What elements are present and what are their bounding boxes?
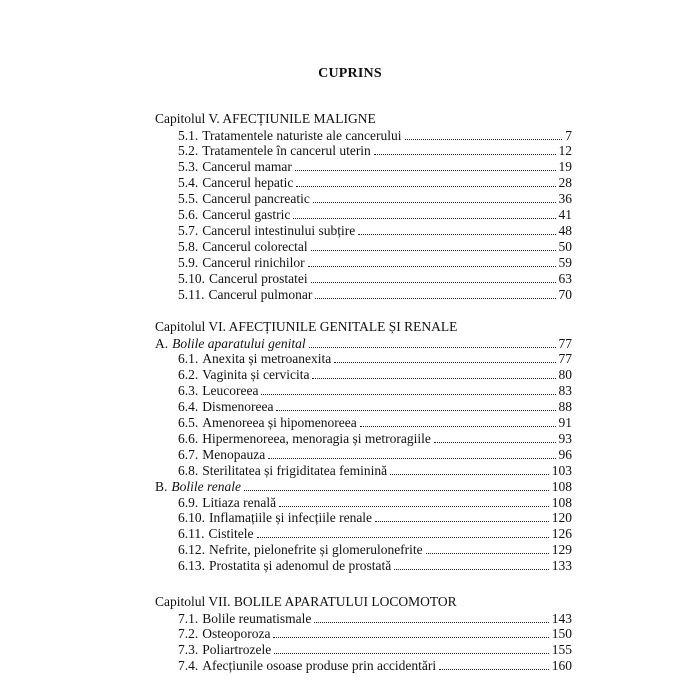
page-title: CUPRINS	[318, 66, 382, 81]
page-number: 143	[551, 610, 572, 626]
entry-number: 6.7.	[178, 446, 199, 462]
toc-entry[interactable]	[178, 495, 572, 511]
entry-number: 5.5.	[178, 191, 199, 207]
toc-entry[interactable]	[178, 271, 572, 287]
dot-leader	[390, 463, 549, 475]
dot-leader	[439, 658, 549, 670]
entry-label: Menopauza	[202, 446, 266, 462]
page-number: 63	[558, 270, 572, 286]
entry-number: B.	[155, 478, 168, 494]
entry-label: Cancerul pulmonar	[208, 286, 313, 302]
page-number: 59	[558, 254, 572, 270]
entry-number: 6.9.	[178, 494, 199, 510]
entry-label: Cancerul prostatei	[209, 270, 308, 286]
toc-entry[interactable]	[178, 399, 572, 415]
toc-entry[interactable]	[178, 542, 572, 558]
page-number: 7	[565, 127, 572, 143]
entry-label: Anexita și metroanexita	[202, 351, 332, 367]
page-number: 160	[551, 658, 572, 674]
toc-entry[interactable]	[178, 415, 572, 431]
entry-label: Tratamentele în cancerul uterin	[202, 143, 371, 159]
entry-number: 5.6.	[178, 207, 199, 222]
page-number: 91	[558, 415, 572, 430]
dot-leader	[309, 336, 556, 348]
dot-leader	[261, 383, 555, 395]
toc-entry[interactable]	[178, 642, 572, 658]
page-number: 129	[551, 542, 572, 558]
toc-entry[interactable]	[178, 207, 572, 223]
entry-number: 6.12.	[178, 542, 205, 558]
toc-entry[interactable]	[178, 287, 572, 303]
dot-leader	[273, 626, 548, 638]
toc-entry[interactable]	[178, 367, 572, 383]
entry-label: Cistitele	[208, 526, 254, 542]
entry-label: Cancerul intestinului subțire	[202, 222, 356, 238]
dot-leader	[358, 223, 555, 235]
toc-entry[interactable]	[178, 558, 572, 574]
page-number: 48	[558, 222, 572, 238]
toc-entry[interactable]	[178, 431, 572, 447]
page-number: 19	[558, 159, 572, 175]
page-number: 36	[558, 191, 572, 207]
page-number: 96	[558, 446, 572, 462]
entry-number: 6.5.	[178, 415, 199, 430]
page-number: 108	[551, 494, 572, 510]
entry-number: 6.4.	[178, 399, 199, 415]
entry-number: 5.4.	[178, 175, 199, 191]
page-number: 133	[551, 558, 572, 574]
entry-label: Vaginita și cervicita	[202, 367, 310, 383]
entry-label: Bolile reumatismale	[202, 610, 312, 626]
entry-number: 6.10.	[178, 510, 205, 526]
entry-label: Afecțiunile osoase produse prin accidentări	[202, 658, 437, 674]
entry-number: 5.9.	[178, 254, 199, 270]
dot-leader	[374, 143, 556, 155]
toc-entry[interactable]	[178, 526, 572, 542]
dot-leader	[375, 510, 549, 522]
entry-label: Cancerul gastric	[202, 207, 291, 222]
toc-entry[interactable]	[178, 510, 572, 526]
entry-number: 7.4.	[178, 658, 199, 674]
dot-leader	[315, 287, 555, 299]
toc-entry[interactable]	[178, 383, 572, 399]
toc-entry[interactable]	[178, 463, 572, 479]
entry-label: Sterilitatea și frigiditatea feminină	[202, 462, 388, 478]
dot-leader	[293, 207, 555, 219]
page-number: 155	[551, 642, 572, 658]
page-number: 77	[558, 351, 572, 367]
page-number: 120	[551, 510, 572, 526]
dot-leader	[274, 642, 549, 654]
toc-entry[interactable]	[178, 191, 572, 207]
dot-leader	[312, 367, 555, 379]
entry-label: Litiaza renală	[202, 494, 277, 510]
chapter-title[interactable]: Capitolul V. AFECȚIUNILE MALIGNE	[155, 111, 376, 126]
toc-entry[interactable]	[178, 658, 572, 674]
entry-number: 6.1.	[178, 351, 199, 367]
toc-entry[interactable]	[178, 175, 572, 191]
toc-entry[interactable]	[178, 447, 572, 463]
entry-number: 5.11.	[178, 286, 205, 302]
dot-leader	[279, 495, 549, 507]
entry-number: 6.8.	[178, 462, 199, 478]
entry-number: 6.2.	[178, 367, 199, 383]
dot-leader	[313, 191, 556, 203]
entry-label: Bolile renale	[171, 478, 241, 494]
entry-label: Osteoporoza	[202, 626, 271, 642]
entry-number: 7.3.	[178, 642, 199, 658]
entry-label: Dismenoreea	[202, 399, 274, 415]
page-number: 83	[558, 383, 572, 399]
page-number: 70	[558, 286, 572, 302]
dot-leader	[311, 271, 556, 283]
entry-label: Inflamațiile și infecțiile renale	[209, 510, 373, 526]
entry-label: Tratamentele naturiste ale cancerului	[202, 127, 402, 143]
entry-label: Poliartrozele	[202, 642, 272, 658]
dot-leader	[295, 159, 556, 171]
dot-leader	[434, 431, 556, 443]
entry-label: Cancerul pancreatic	[202, 191, 310, 207]
page-number: 12	[558, 143, 572, 159]
toc-entry[interactable]	[178, 159, 572, 175]
dot-leader	[244, 479, 549, 491]
toc-entry[interactable]	[178, 255, 572, 271]
entry-number: 6.11.	[178, 526, 205, 542]
chapter-title[interactable]: Capitolul VI. AFECȚIUNILE GENITALE ȘI RENALE	[155, 319, 458, 334]
toc-entry[interactable]	[178, 351, 572, 367]
page-number: 103	[551, 462, 572, 478]
entry-number: 5.7.	[178, 222, 199, 238]
page-number: 88	[558, 399, 572, 415]
entry-label: Cancerul hepatic	[202, 175, 294, 191]
page-number: 77	[558, 335, 572, 351]
dot-leader	[311, 239, 556, 251]
entry-number: 7.1.	[178, 610, 199, 626]
entry-label: Cancerul rinichilor	[202, 254, 305, 270]
toc-entry[interactable]	[178, 223, 572, 239]
dot-leader	[426, 542, 549, 554]
dot-leader	[276, 399, 555, 411]
entry-label: Amenoreea și hipomenoreea	[202, 415, 357, 430]
toc-section-line[interactable]	[155, 336, 572, 352]
page-number: 126	[551, 526, 572, 542]
entry-label: Leucoreea	[202, 383, 259, 399]
entry-number: 5.8.	[178, 238, 199, 254]
page-number: 28	[558, 175, 572, 191]
entry-number: 5.1.	[178, 127, 199, 143]
page-number: 50	[558, 238, 572, 254]
dot-leader	[296, 175, 555, 187]
toc-entry[interactable]	[178, 611, 572, 627]
entry-label: Prostatita și adenomul de prostată	[209, 558, 392, 574]
toc-entry[interactable]	[178, 239, 572, 255]
entry-label: Nefrite, pielonefrite și glomerulonefrite	[209, 542, 423, 558]
dot-leader	[314, 611, 548, 623]
toc-entry[interactable]	[178, 128, 572, 144]
entry-number: 6.13.	[178, 558, 205, 574]
dot-leader	[394, 558, 549, 570]
dot-leader	[405, 128, 563, 140]
dot-leader	[268, 447, 555, 459]
page-number: 150	[551, 626, 572, 642]
page-number: 80	[558, 367, 572, 383]
dot-leader	[360, 415, 556, 427]
entry-label: Cancerul mamar	[202, 159, 292, 175]
page-number: 108	[551, 478, 572, 494]
entry-number: 5.2.	[178, 143, 199, 159]
entry-label: Bolile aparatului genital	[172, 335, 306, 351]
toc-entry[interactable]	[178, 626, 572, 642]
chapter-title[interactable]: Capitolul VII. BOLILE APARATULUI LOCOMOTOR	[155, 594, 457, 609]
toc-section-line[interactable]	[155, 479, 572, 495]
entry-number: A.	[155, 335, 169, 351]
dot-leader	[334, 351, 555, 363]
page-number: 41	[558, 207, 572, 222]
dot-leader	[308, 255, 556, 267]
entry-number: 6.6.	[178, 430, 199, 446]
entry-number: 5.10.	[178, 270, 205, 286]
entry-label: Cancerul colorectal	[202, 238, 308, 254]
entry-number: 6.3.	[178, 383, 199, 399]
dot-leader	[257, 526, 549, 538]
entry-number: 5.3.	[178, 159, 199, 175]
entry-label: Hipermenoreea, menoragia și metroragiile	[202, 430, 431, 446]
page-number: 93	[558, 430, 572, 446]
entry-number: 7.2.	[178, 626, 199, 642]
toc-entry[interactable]	[178, 143, 572, 159]
